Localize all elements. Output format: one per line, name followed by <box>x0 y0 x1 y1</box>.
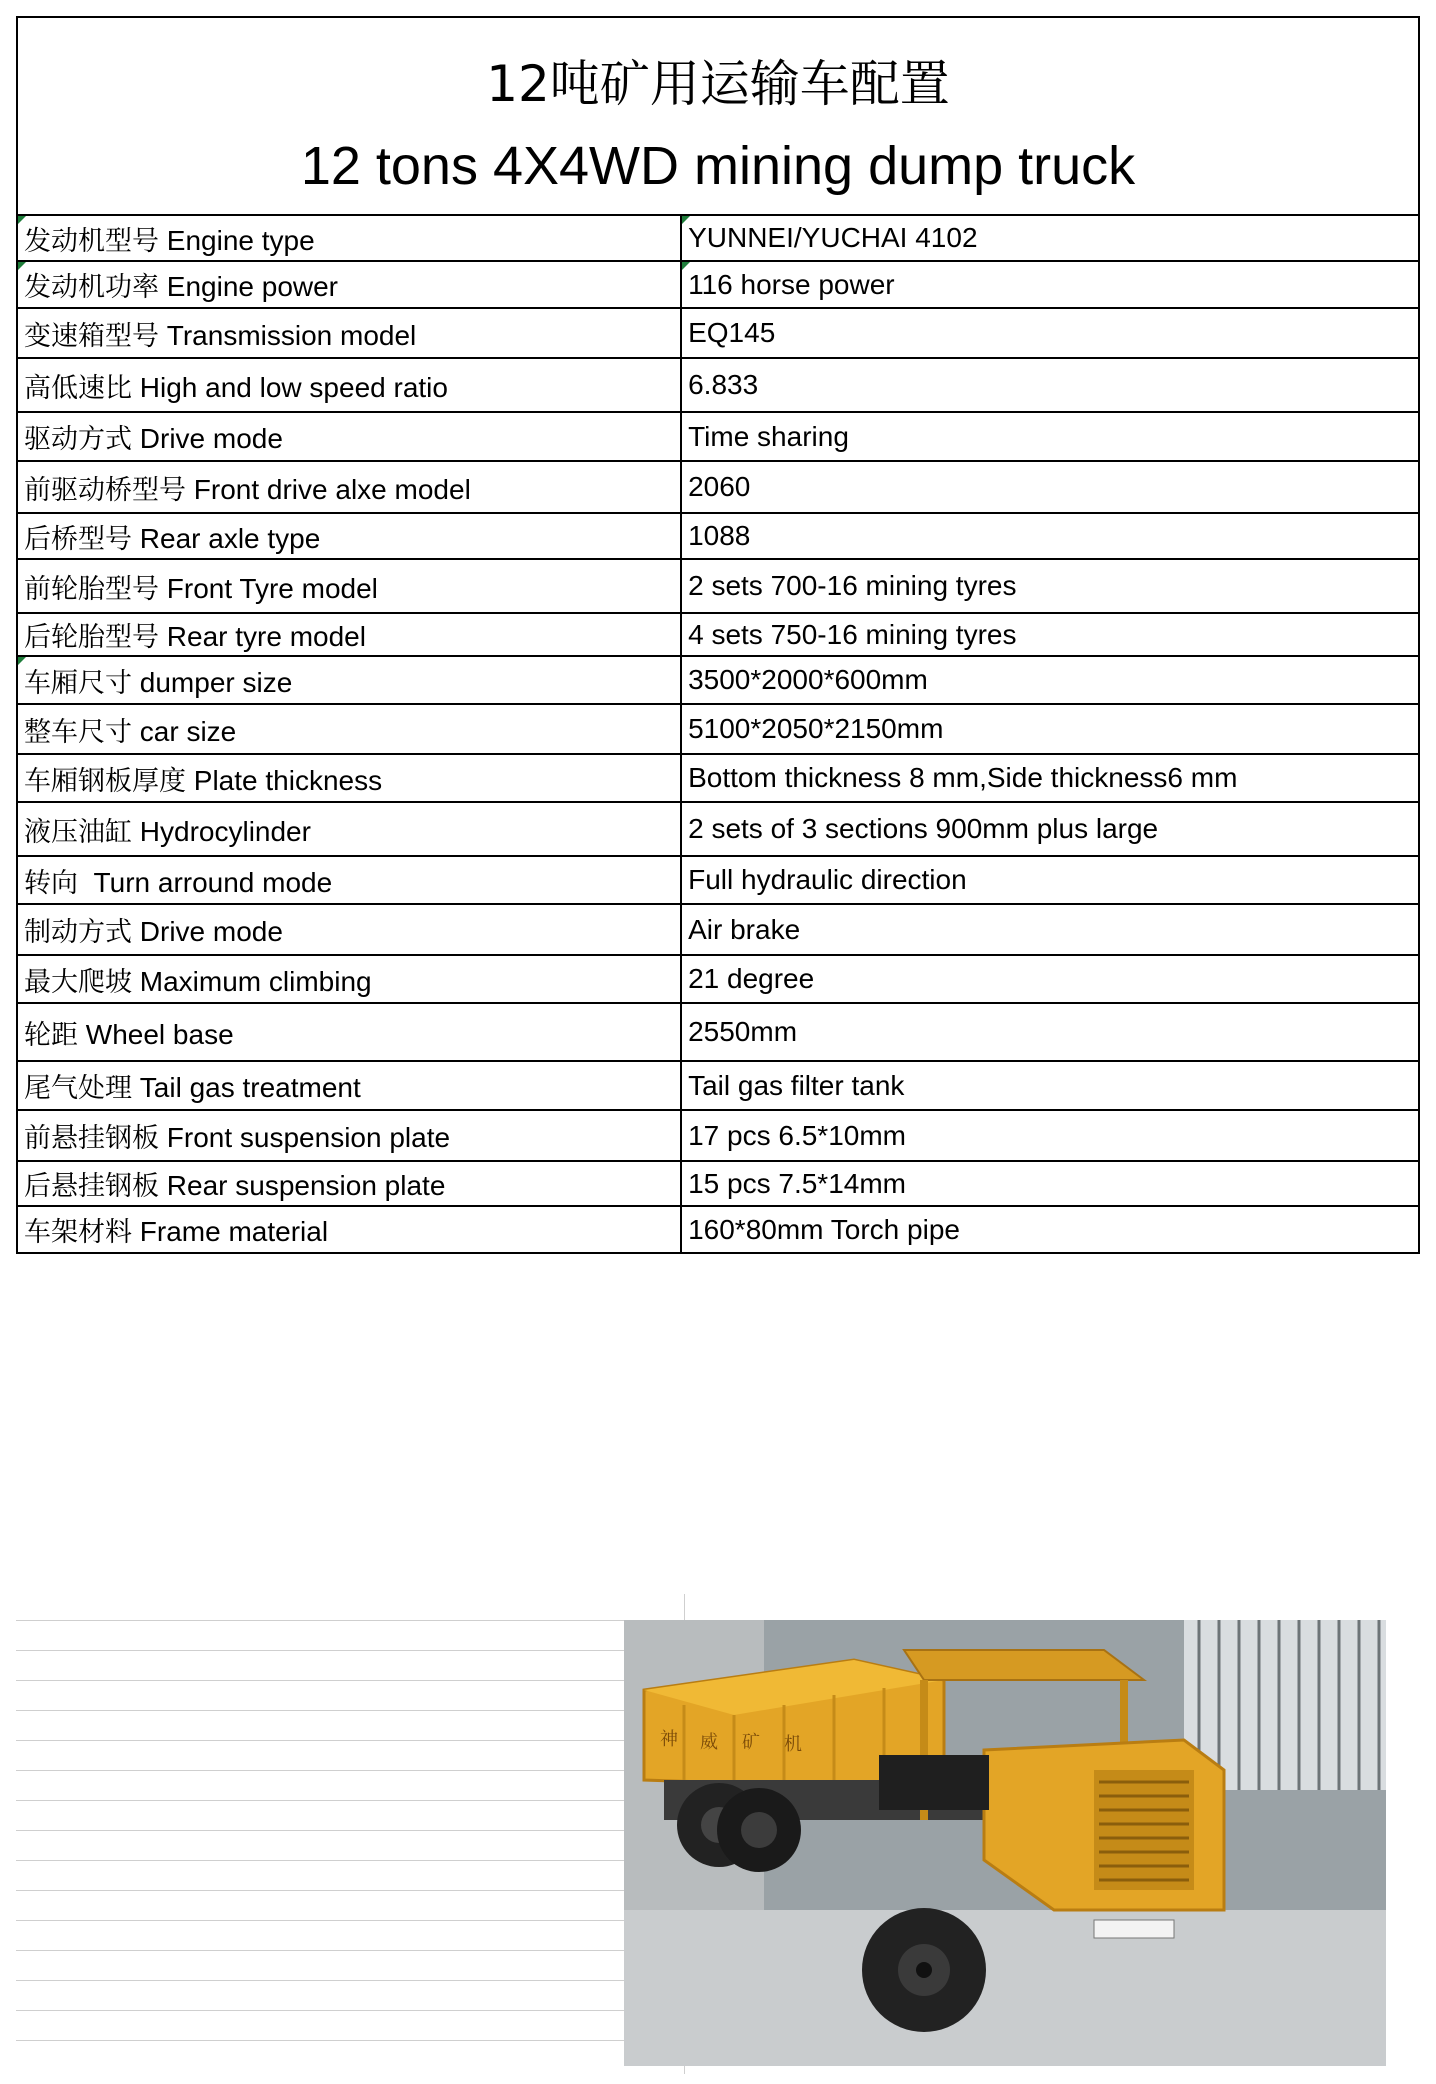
spec-label-cell <box>17 215 681 261</box>
spec-label-english: Drive mode <box>139 423 283 454</box>
spec-value-cell <box>681 513 1419 559</box>
spec-value-cell <box>681 613 1419 656</box>
dumper-char: 机 <box>784 1734 802 1755</box>
spec-value: 160*80mm Torch pipe <box>688 1213 960 1245</box>
spec-row <box>17 308 1419 358</box>
spec-value: YUNNEI/YUCHAI 4102 <box>688 222 978 253</box>
spec-row <box>17 656 1419 704</box>
grid-line <box>16 1680 626 1681</box>
photo-ground <box>624 1910 1386 2066</box>
spec-label-english: Rear tyre model <box>166 621 366 652</box>
spec-label-cell <box>17 904 681 955</box>
spec-label-english: Maximum climbing <box>139 965 372 997</box>
title-box <box>16 16 1420 216</box>
spec-value-cell <box>681 1206 1419 1253</box>
spec-label-cell <box>17 559 681 613</box>
spec-label-chinese: 尾气处理 <box>24 1073 132 1104</box>
spec-label-chinese: 高低速比 <box>24 372 132 404</box>
spec-label-english: Hydrocylinder <box>139 815 311 847</box>
spec-label-chinese: 车厢尺寸 <box>24 667 132 699</box>
spec-value-cell <box>681 754 1419 802</box>
spec-label-english: Engine power <box>166 271 339 302</box>
spec-label-cell <box>17 656 681 704</box>
spec-label-cell <box>17 955 681 1003</box>
truck-photo <box>624 1620 1386 2066</box>
spec-row <box>17 1003 1419 1061</box>
spec-label-english: Wheel base <box>85 1018 234 1050</box>
dumper-char: 矿 <box>742 1732 760 1753</box>
spec-value: EQ145 <box>688 317 776 348</box>
spec-value-cell <box>681 904 1419 955</box>
spec-label-english: Front suspension plate <box>166 1122 451 1153</box>
rear-wheel-hub <box>741 1812 777 1848</box>
spec-label-cell <box>17 856 681 904</box>
spec-label-chinese: 变速箱型号 <box>24 320 159 352</box>
grid-line <box>16 1770 626 1771</box>
spec-label-cell <box>17 1061 681 1110</box>
spec-label-cell <box>17 1110 681 1161</box>
spec-value: 2 sets 700-16 mining tyres <box>688 570 1017 601</box>
dumper-char: 神 <box>660 1729 678 1750</box>
spec-label-chinese: 制动方式 <box>24 917 132 948</box>
grid-line <box>16 1860 626 1861</box>
spec-row <box>17 358 1419 412</box>
spec-label-chinese: 最大爬坡 <box>24 966 132 998</box>
spec-label-chinese: 前悬挂钢板 <box>24 1123 159 1154</box>
spec-label-chinese: 前轮胎型号 <box>24 573 159 605</box>
canopy <box>904 1650 1144 1680</box>
spec-label-cell <box>17 1206 681 1253</box>
spec-label-english: Drive mode <box>139 916 283 947</box>
license-plate <box>1094 1920 1174 1938</box>
spec-label-english: Rear suspension plate <box>166 1170 446 1201</box>
spec-label-chinese: 发动机功率 <box>24 272 159 303</box>
spec-label-english: Front drive alxe model <box>193 473 471 505</box>
grid-line <box>16 1800 626 1801</box>
spec-label-chinese: 液压油缸 <box>24 816 132 848</box>
spec-label-chinese: 后桥型号 <box>24 523 132 555</box>
spec-value: 6.833 <box>688 369 759 400</box>
spec-value: Air brake <box>688 913 801 945</box>
radiator-grille <box>1094 1770 1194 1890</box>
spec-label-english: High and low speed ratio <box>139 371 448 403</box>
spec-value-cell <box>681 1003 1419 1061</box>
spec-label-chinese: 车架材料 <box>24 1217 132 1248</box>
spec-label-english: Plate thickness <box>193 764 383 796</box>
spec-label-english: Turn arround mode <box>85 866 333 898</box>
spec-label-cell <box>17 412 681 461</box>
spec-row <box>17 1061 1419 1110</box>
spec-label-cell <box>17 754 681 802</box>
spec-value-cell <box>681 308 1419 358</box>
spec-row <box>17 613 1419 656</box>
spec-label-english: Front Tyre model <box>166 572 378 604</box>
spec-row <box>17 754 1419 802</box>
spec-row <box>17 412 1419 461</box>
spec-row <box>17 215 1419 261</box>
grid-line <box>16 1920 626 1921</box>
spec-row <box>17 1161 1419 1206</box>
spec-row <box>17 1206 1419 1253</box>
spec-label-english: Tail gas treatment <box>139 1072 361 1103</box>
spec-label-english: Rear axle type <box>139 522 321 554</box>
spec-label-cell <box>17 461 681 513</box>
spec-value: Tail gas filter tank <box>688 1069 905 1101</box>
cell-comment-marker <box>18 657 26 665</box>
spec-value: 3500*2000*600mm <box>688 664 928 695</box>
spec-value: 2060 <box>688 471 751 502</box>
grid-line <box>16 1620 626 1621</box>
spec-row <box>17 559 1419 613</box>
cell-comment-marker <box>18 262 26 270</box>
spec-value: 15 pcs 7.5*14mm <box>688 1167 906 1199</box>
spec-table <box>16 214 1420 1254</box>
spec-label-cell <box>17 261 681 308</box>
dumper-char: 威 <box>700 1732 718 1753</box>
spec-label-chinese: 驱动方式 <box>24 424 132 455</box>
spec-label-chinese: 车厢钢板厚度 <box>24 765 186 797</box>
spec-row <box>17 261 1419 308</box>
grid-line <box>16 2010 626 2011</box>
grid-line <box>16 1830 626 1831</box>
cell-comment-marker <box>682 216 690 224</box>
spec-value-cell <box>681 412 1419 461</box>
spec-label-english: dumper size <box>139 666 293 698</box>
cell-comment-marker <box>18 216 26 224</box>
spec-value: 21 degree <box>688 963 815 994</box>
spec-label-chinese: 后悬挂钢板 <box>24 1171 159 1202</box>
fuel-tank <box>879 1755 989 1810</box>
spec-label-chinese: 转向 <box>24 867 78 899</box>
spec-row <box>17 704 1419 754</box>
dump-truck-illustration <box>624 1620 1386 2066</box>
grid-line <box>16 1890 626 1891</box>
spec-value-cell <box>681 261 1419 308</box>
spec-label-cell <box>17 704 681 754</box>
spec-label-chinese: 轮距 <box>24 1019 78 1051</box>
front-wheel-center <box>916 1962 932 1978</box>
grid-line <box>16 1650 626 1651</box>
spec-row <box>17 904 1419 955</box>
spec-label-cell <box>17 358 681 412</box>
spec-row <box>17 1110 1419 1161</box>
spec-value-cell <box>681 461 1419 513</box>
spec-label-cell <box>17 613 681 656</box>
grid-line <box>16 1980 626 1981</box>
spec-row <box>17 856 1419 904</box>
spec-value-cell <box>681 1110 1419 1161</box>
spec-label-english: Engine type <box>166 224 315 256</box>
spec-value-cell <box>681 215 1419 261</box>
grid-line <box>16 1740 626 1741</box>
spec-label-cell <box>17 1161 681 1206</box>
title-english: 12 tons 4X4WD mining dump truck <box>300 136 1136 196</box>
spec-label-english: Transmission model <box>166 319 417 351</box>
spec-value: 5100*2050*2150mm <box>688 713 944 744</box>
spec-value: 4 sets 750-16 mining tyres <box>688 618 1017 650</box>
spec-value: Bottom thickness 8 mm,Side thickness6 mm <box>688 762 1238 793</box>
cell-comment-marker <box>682 262 690 270</box>
spec-value-cell <box>681 802 1419 856</box>
spec-value-cell <box>681 559 1419 613</box>
spec-row <box>17 802 1419 856</box>
spec-value-cell <box>681 1161 1419 1206</box>
spec-label-english: car size <box>139 715 237 747</box>
spec-label-cell <box>17 308 681 358</box>
grid-line <box>16 2040 626 2041</box>
spec-row <box>17 461 1419 513</box>
spec-value: 17 pcs 6.5*10mm <box>688 1119 906 1151</box>
spec-label-english: Frame material <box>139 1216 329 1247</box>
spec-label-chinese: 前驱动桥型号 <box>24 474 186 506</box>
spec-value: 2550mm <box>688 1016 798 1047</box>
spec-value: 2 sets of 3 sections 900mm plus large <box>688 813 1159 844</box>
spec-value-cell <box>681 1061 1419 1110</box>
spec-value: 1088 <box>688 520 751 551</box>
spec-value-cell <box>681 856 1419 904</box>
spec-row <box>17 955 1419 1003</box>
spec-value-cell <box>681 656 1419 704</box>
spec-value-cell <box>681 358 1419 412</box>
spec-label-chinese: 发动机型号 <box>24 225 159 257</box>
grid-line <box>16 1950 626 1951</box>
spec-value-cell <box>681 955 1419 1003</box>
spec-label-chinese: 后轮胎型号 <box>24 622 159 653</box>
spec-value: 116 horse power <box>688 268 895 300</box>
spec-label-chinese: 整车尺寸 <box>24 716 132 748</box>
spec-label-cell <box>17 1003 681 1061</box>
spec-value: Time sharing <box>688 420 849 452</box>
spec-value: Full hydraulic direction <box>688 864 967 895</box>
title-chinese: 12吨矿用运输车配置 <box>486 55 950 113</box>
grid-line <box>16 1710 626 1711</box>
spec-value-cell <box>681 704 1419 754</box>
spec-label-cell <box>17 513 681 559</box>
spec-label-cell <box>17 802 681 856</box>
spec-row <box>17 513 1419 559</box>
